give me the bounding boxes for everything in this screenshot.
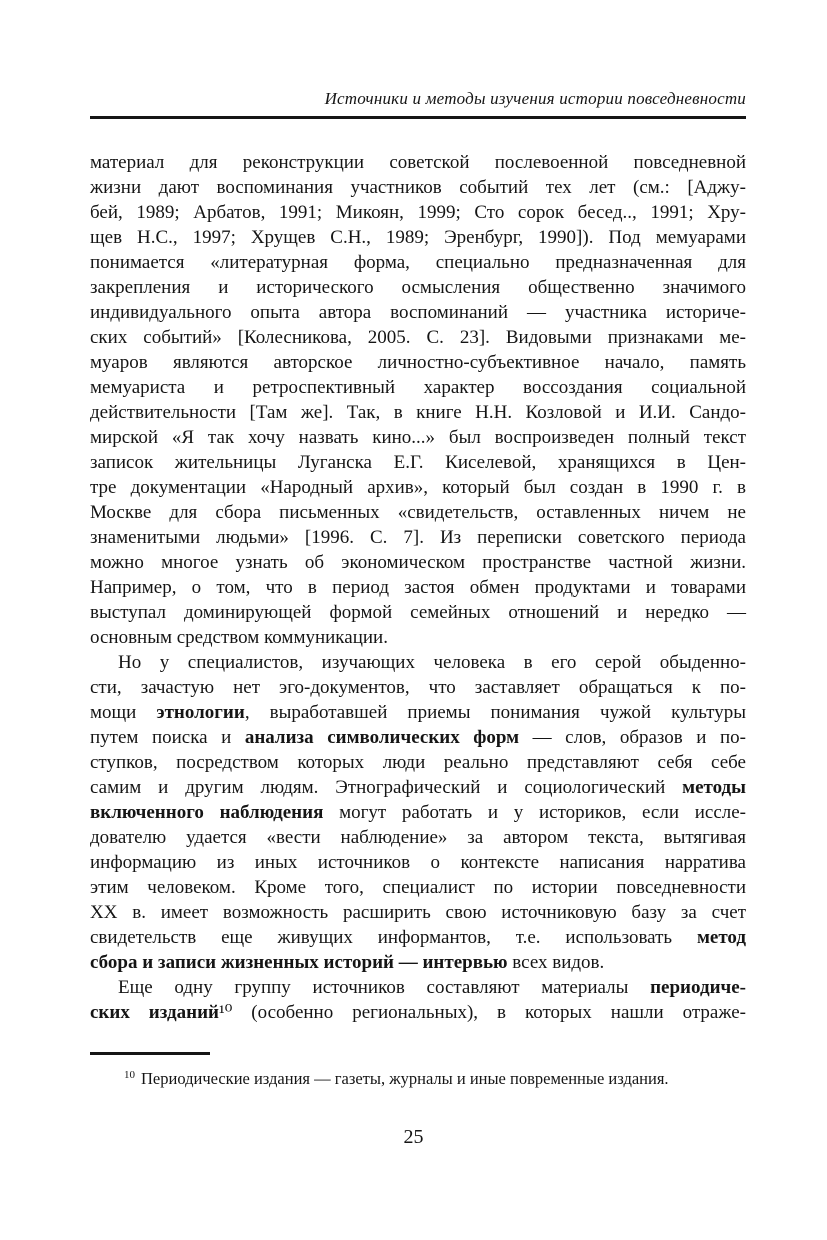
- body-text: [90, 150, 746, 1025]
- running-header: [90, 88, 746, 119]
- text-line: индивидуального опыта автора воспоминаний — участника историче-: [90, 302, 746, 323]
- text-line: можно многое узнать об экономическом пространстве частной жизни.: [90, 552, 746, 573]
- text-line: сти, зачастую нет эго-документов, что заставляет обращаться к по-: [90, 677, 746, 698]
- text-line: Москве для сбора письменных «свидетельств, оставленных ничем не: [90, 502, 746, 523]
- text-line: ских изданий¹⁰ (особенно региональных), в которых нашли отраже-: [90, 1002, 747, 1023]
- text-line: мемуариста и ретроспективный характер воссоздания социальной: [90, 377, 746, 398]
- text-line: Например, о том, что в период застоя обмен продуктами и товарами: [90, 577, 746, 598]
- paragraph: [90, 650, 746, 975]
- footnote-marker: 10: [124, 1068, 135, 1081]
- text-line: информацию из иных источников о контексте написания нарратива: [90, 852, 746, 873]
- text-line: закрепления и исторического осмысления общественно значимого: [90, 277, 746, 298]
- text-line: сбора и записи жизненных историй — интервью всех видов.: [90, 952, 605, 973]
- text-line: муаров являются авторское личностно-субъективное начало, память: [90, 352, 746, 373]
- text-line: самим и другим людям. Этнографический и социологический методы: [90, 777, 746, 798]
- text-line: XX в. имеет возможность расширить свою источниковую базу за счет: [90, 902, 746, 923]
- footnote-block: [90, 1052, 746, 1089]
- text-line: включенного наблюдения могут работать и у историков, если иссле-: [90, 802, 746, 823]
- text-line: свидетельств еще живущих информантов, т.е. использовать метод: [90, 927, 746, 948]
- text-line: ских событий» [Колесникова, 2005. С. 23]. Видовыми признаками ме-: [90, 327, 746, 348]
- header-rule: [90, 116, 746, 119]
- paragraph: [90, 150, 746, 650]
- text-line: бей, 1989; Арбатов, 1991; Микоян, 1999; Сто сорок бесед.., 1991; Хру-: [90, 202, 746, 223]
- text-line: дователю удается «вести наблюдение» за автором текста, вытягивая: [90, 827, 746, 848]
- text-line: щев Н.С., 1997; Хрущев С.Н., 1989; Эренбург, 1990]). Под мемуарами: [90, 227, 746, 248]
- text-line: записок жительницы Луганска Е.Г. Киселевой, хранящихся в Цен-: [90, 452, 746, 473]
- text-line: знаменитыми людьми» [1996. С. 7]. Из переписки советского периода: [90, 527, 746, 548]
- text-line: Еще одну группу источников составляют материалы периодиче-: [118, 977, 746, 998]
- text-line: действительности [Там же]. Так, в книге Н.Н. Козловой и И.И. Сандо-: [90, 402, 746, 423]
- text-line: понимается «литературная форма, специально предназначенная для: [90, 252, 746, 273]
- paragraph: [90, 975, 746, 1025]
- text-line: ступков, посредством которых люди реально представляют себя себе: [90, 752, 746, 773]
- text-line: путем поиска и анализа символических форм — слов, образов и по-: [90, 727, 746, 748]
- text-line: материал для реконструкции советской послевоенной повседневной: [90, 152, 746, 173]
- text-line: основным средством коммуникации.: [90, 627, 388, 648]
- text-line: жизни дают воспоминания участников событий тех лет (см.: [Аджу-: [90, 177, 746, 198]
- page-number: 25: [403, 1126, 424, 1148]
- running-header-title: Источники и методы изучения истории повседневности: [324, 89, 746, 108]
- text-line: мирской «Я так хочу назвать кино...» был воспроизведен полный текст: [90, 427, 746, 448]
- text-line: этим человеком. Кроме того, специалист по истории повседневности: [90, 877, 746, 898]
- text-line: Но у специалистов, изучающих человека в его серой обыденно-: [118, 652, 746, 673]
- text-line: мощи этнологии, выработавшей приемы понимания чужой культуры: [90, 702, 747, 723]
- footnote: [90, 1068, 746, 1089]
- text-line: тре документации «Народный архив», который был создан в 1990 г. в: [90, 477, 746, 498]
- text-line: выступал доминирующей формой семейных отношений и нередко —: [90, 602, 746, 623]
- footnote-rule: [90, 1052, 210, 1055]
- footnote-text: Периодические издания — газеты, журналы и иные повременные издания.: [141, 1069, 669, 1088]
